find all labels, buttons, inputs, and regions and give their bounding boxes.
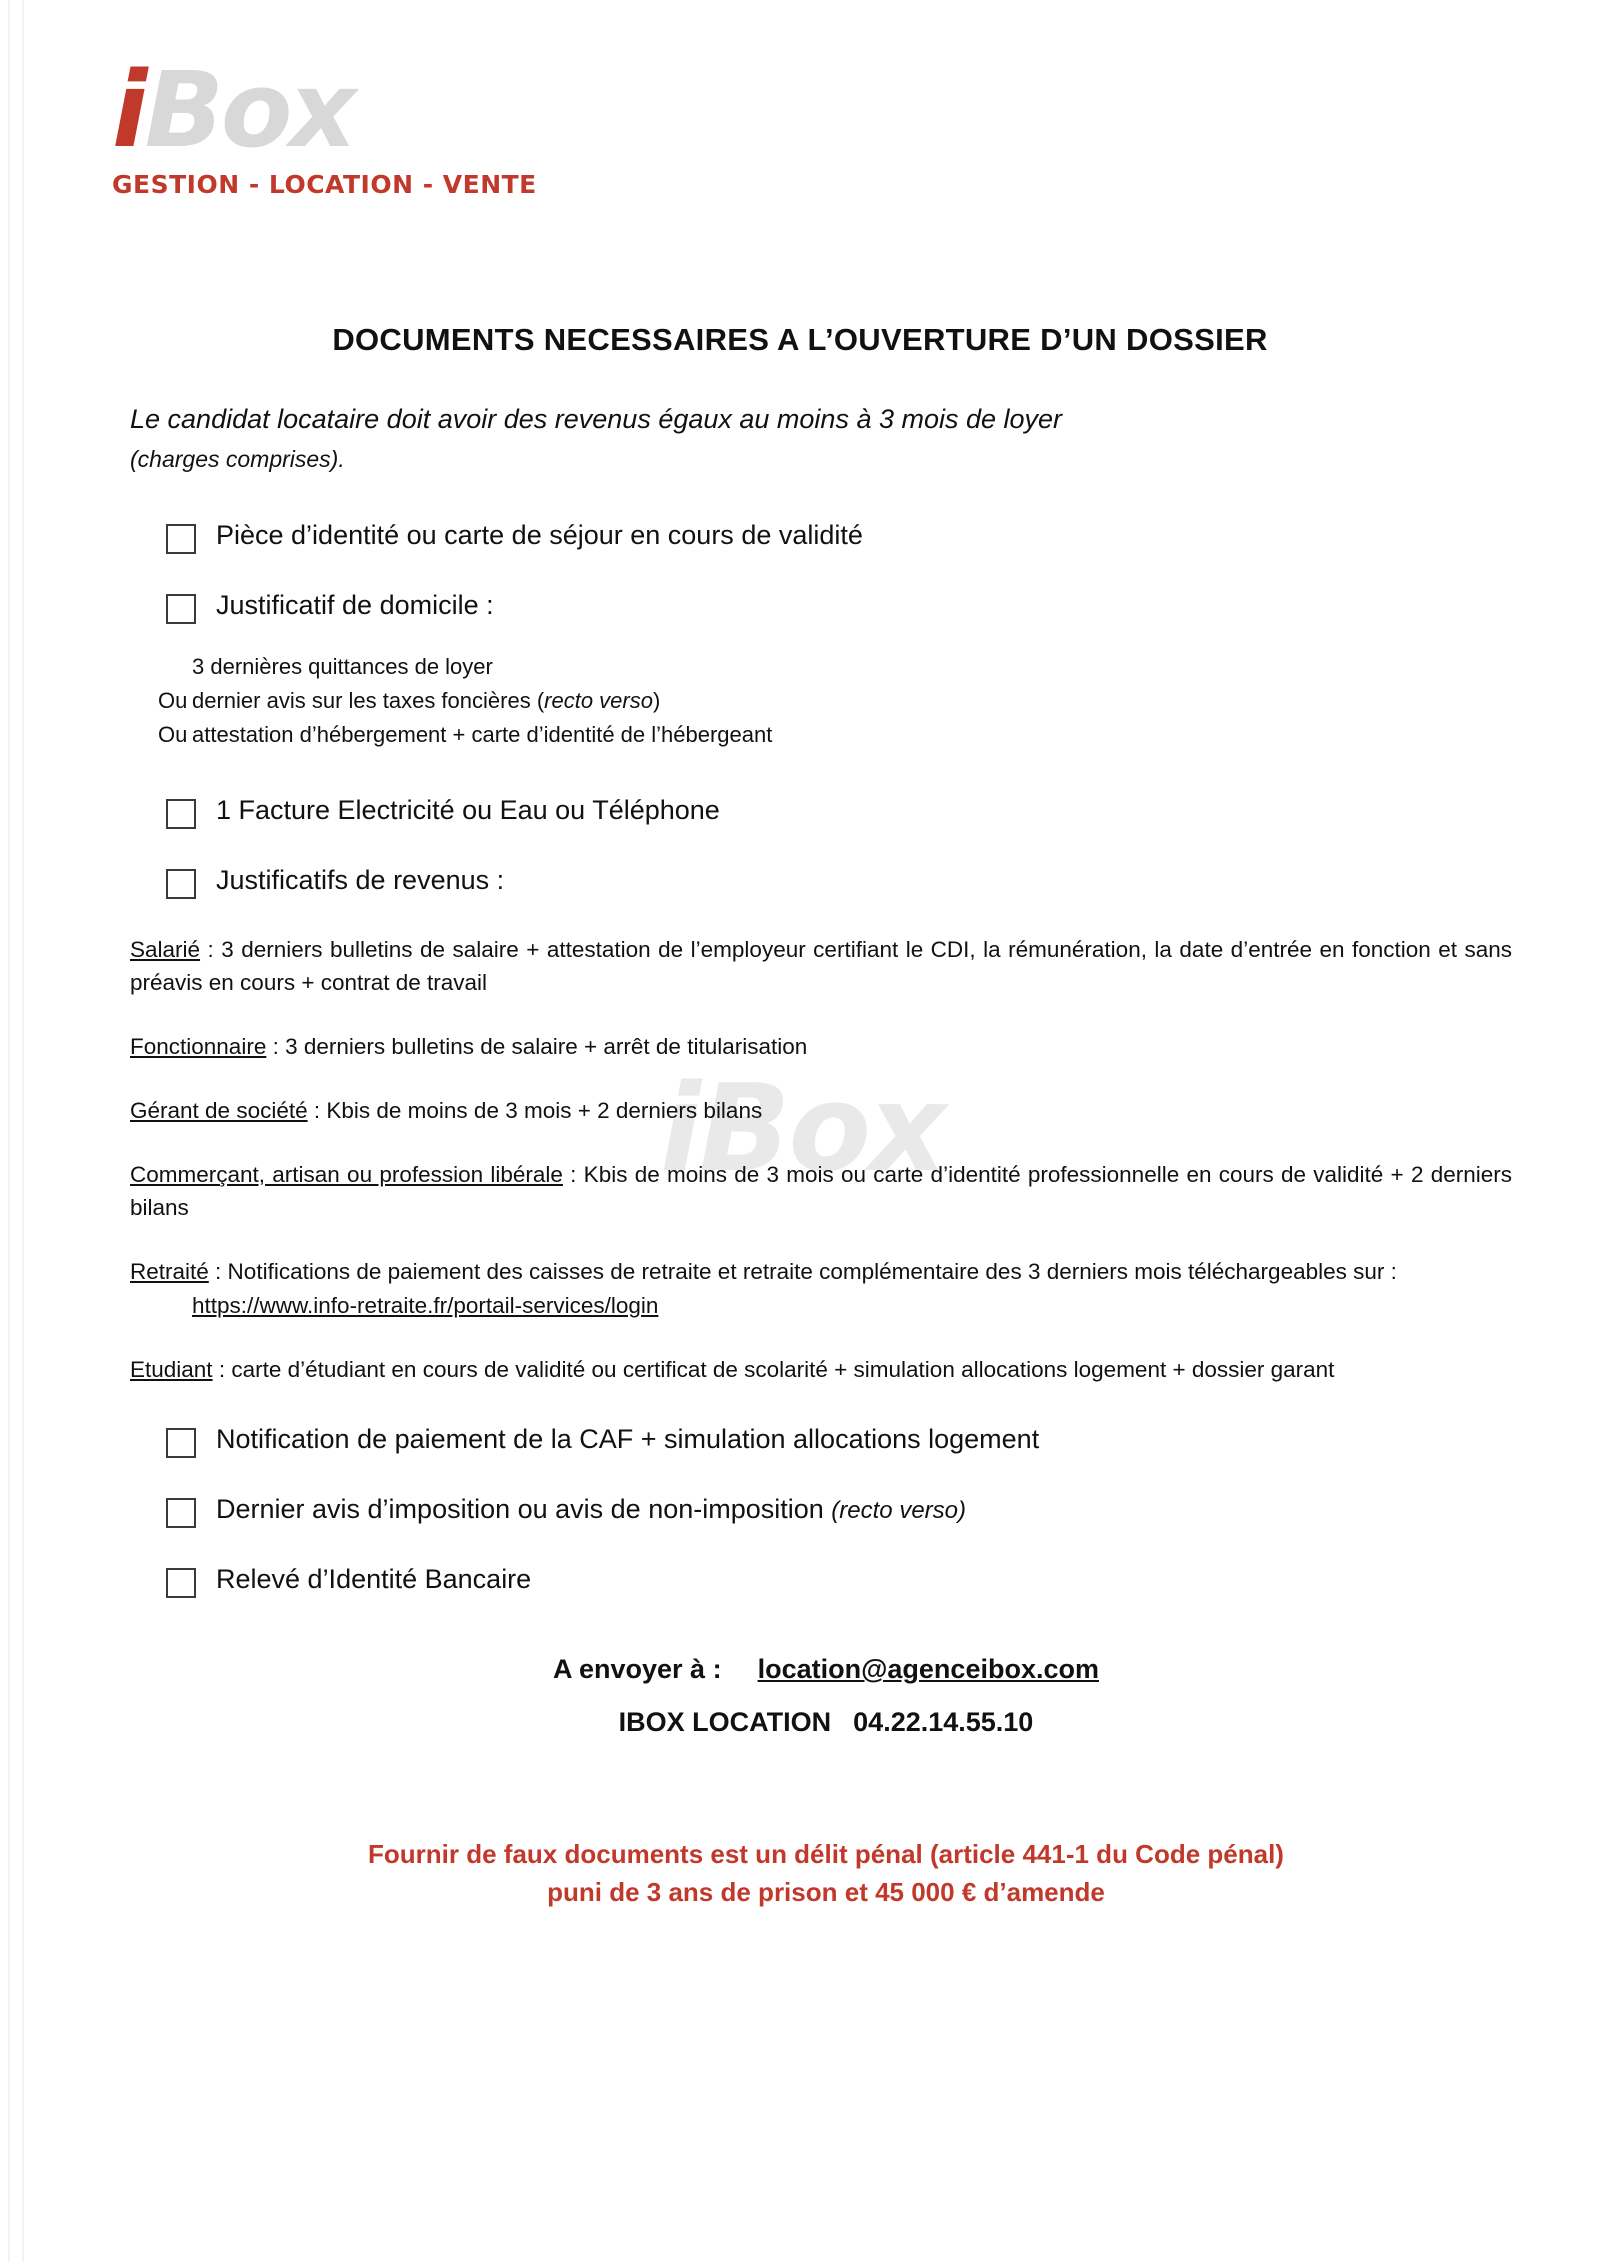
option-text-suffix: ) — [652, 688, 661, 714]
checkbox-tax-notice[interactable] — [166, 1498, 196, 1528]
option-text: attestation d’hébergement + carte d’identité de l’hébergeant — [192, 722, 773, 748]
intro-line-2: (charges comprises). — [130, 446, 345, 473]
category-text: : carte d’étudiant en cours de validité ou certificat de scolarité + simulation allocations logement + dossier garant — [212, 1356, 1335, 1382]
checklist-label-rib: Relevé d’Identité Bancaire — [216, 1564, 532, 1595]
category-text: : Kbis de moins de 3 mois ou carte d’identité professionnelle en cours de validité + 2 derniers bilans — [130, 1161, 1512, 1221]
option-text-italic: recto verso — [544, 688, 653, 714]
legal-warning — [130, 1836, 1522, 1911]
checklist-item-tax-notice[interactable] — [130, 1492, 1522, 1528]
list-item — [130, 718, 1522, 752]
retirement-portal-link[interactable]: https://www.info-retraite.fr/portail-services/login — [192, 1292, 659, 1318]
income-category-commercant — [130, 1158, 1522, 1226]
category-name: Commerçant, artisan ou profession libérale — [130, 1161, 563, 1187]
checklist-label-utility-bill: 1 Facture Electricité ou Eau ou Téléphone — [216, 794, 720, 825]
checkbox-identity[interactable] — [166, 524, 196, 554]
ibox-watermark: iBox — [660, 1060, 945, 1199]
contact-phone: 04.22.14.55.10 — [853, 1707, 1034, 1738]
checklist-item-caf[interactable] — [130, 1422, 1522, 1458]
checklist-label-tax-notice — [216, 1492, 966, 1527]
checklist-label-domicile: Justificatif de domicile : — [216, 590, 494, 621]
option-prefix: Ou — [158, 688, 188, 714]
checklist-item-utility-bill[interactable] — [130, 793, 1522, 829]
logo-tagline: GESTION - LOCATION - VENTE — [112, 170, 537, 199]
income-category-salarie — [130, 933, 1522, 1001]
checklist-label-identity: Pièce d’identité ou carte de séjour en cours de validité — [216, 520, 863, 551]
list-item — [130, 684, 1522, 718]
category-name: Fonctionnaire — [130, 1034, 267, 1060]
checklist-item-income-proof[interactable] — [130, 863, 1522, 899]
category-text: : 3 derniers bulletins de salaire + attestation de l’employeur certifiant le CDI, la rémunération, la date d’entrée en fonction et sans préavis en cours + contrat de travail — [130, 936, 1512, 996]
category-name: Salarié — [130, 936, 201, 962]
company-contact-line — [130, 1707, 1522, 1738]
logo-i-letter: i — [112, 49, 145, 171]
legal-warning-line-2: puni de 3 ans de prison et 45 000 € d’amende — [547, 1877, 1105, 1907]
option-prefix: Ou — [158, 722, 188, 748]
checkbox-income-proof[interactable] — [166, 869, 196, 899]
legal-warning-line-1: Fournir de faux documents est un délit pénal (article 441-1 du Code pénal) — [368, 1839, 1284, 1870]
checkbox-caf[interactable] — [166, 1428, 196, 1458]
category-text: : Notifications de paiement des caisses de retraite et retraite complémentaire des 3 derniers mois téléchargeables sur : — [208, 1259, 1397, 1285]
checklist-item-identity[interactable] — [130, 518, 1522, 554]
category-name: Retraité — [130, 1259, 209, 1285]
category-name: Gérant de société — [130, 1097, 308, 1123]
income-category-etudiant — [130, 1353, 1522, 1387]
checklist-label-tax-notice-italic: (recto verso) — [831, 1497, 966, 1525]
option-text: 3 dernières quittances de loyer — [192, 654, 493, 680]
domicile-options-list — [130, 650, 1522, 752]
checklist-item-domicile[interactable] — [130, 588, 1522, 624]
contact-email[interactable]: location@agenceibox.com — [757, 1654, 1099, 1685]
income-category-gerant — [130, 1094, 1522, 1128]
checkbox-domicile[interactable] — [166, 594, 196, 624]
category-text: : Kbis de moins de 3 mois + 2 derniers bilans — [307, 1097, 763, 1123]
checklist-label-caf: Notification de paiement de la CAF + simulation allocations logement — [216, 1424, 1040, 1455]
option-prefix — [130, 650, 192, 684]
option-text — [192, 684, 1522, 718]
income-categories-block — [130, 933, 1522, 1387]
company-name: IBOX LOCATION — [618, 1707, 832, 1738]
checkbox-utility-bill[interactable] — [166, 799, 196, 829]
list-item — [130, 650, 1522, 684]
checklist-label-income-proof: Justificatifs de revenus : — [216, 864, 505, 895]
checklist-label-tax-notice-main: Dernier avis d’imposition ou avis de non-imposition — [216, 1494, 832, 1525]
logo-box-letters: Box — [144, 49, 354, 171]
checklist-item-rib[interactable] — [130, 1562, 1522, 1598]
send-to-line — [130, 1654, 1522, 1685]
send-to-label: A envoyer à : — [553, 1654, 722, 1685]
checklist-bottom-block — [130, 1422, 1522, 1598]
page-title: DOCUMENTS NECESSAIRES A L’OUVERTURE D’UN DOSSIER — [332, 322, 1268, 357]
option-text-main: dernier avis sur les taxes foncières ( — [192, 688, 545, 714]
category-text: : 3 derniers bulletins de salaire + arrêt de titularisation — [266, 1034, 808, 1060]
intro-paragraph — [130, 400, 1522, 478]
category-name: Etudiant — [130, 1356, 213, 1382]
contact-block — [130, 1654, 1522, 1738]
income-category-retraite — [130, 1255, 1522, 1323]
income-category-fonctionnaire — [130, 1030, 1522, 1064]
checkbox-rib[interactable] — [166, 1568, 196, 1598]
intro-line-1: Le candidat locataire doit avoir des revenus égaux au moins à 3 mois de loyer — [130, 404, 1063, 434]
